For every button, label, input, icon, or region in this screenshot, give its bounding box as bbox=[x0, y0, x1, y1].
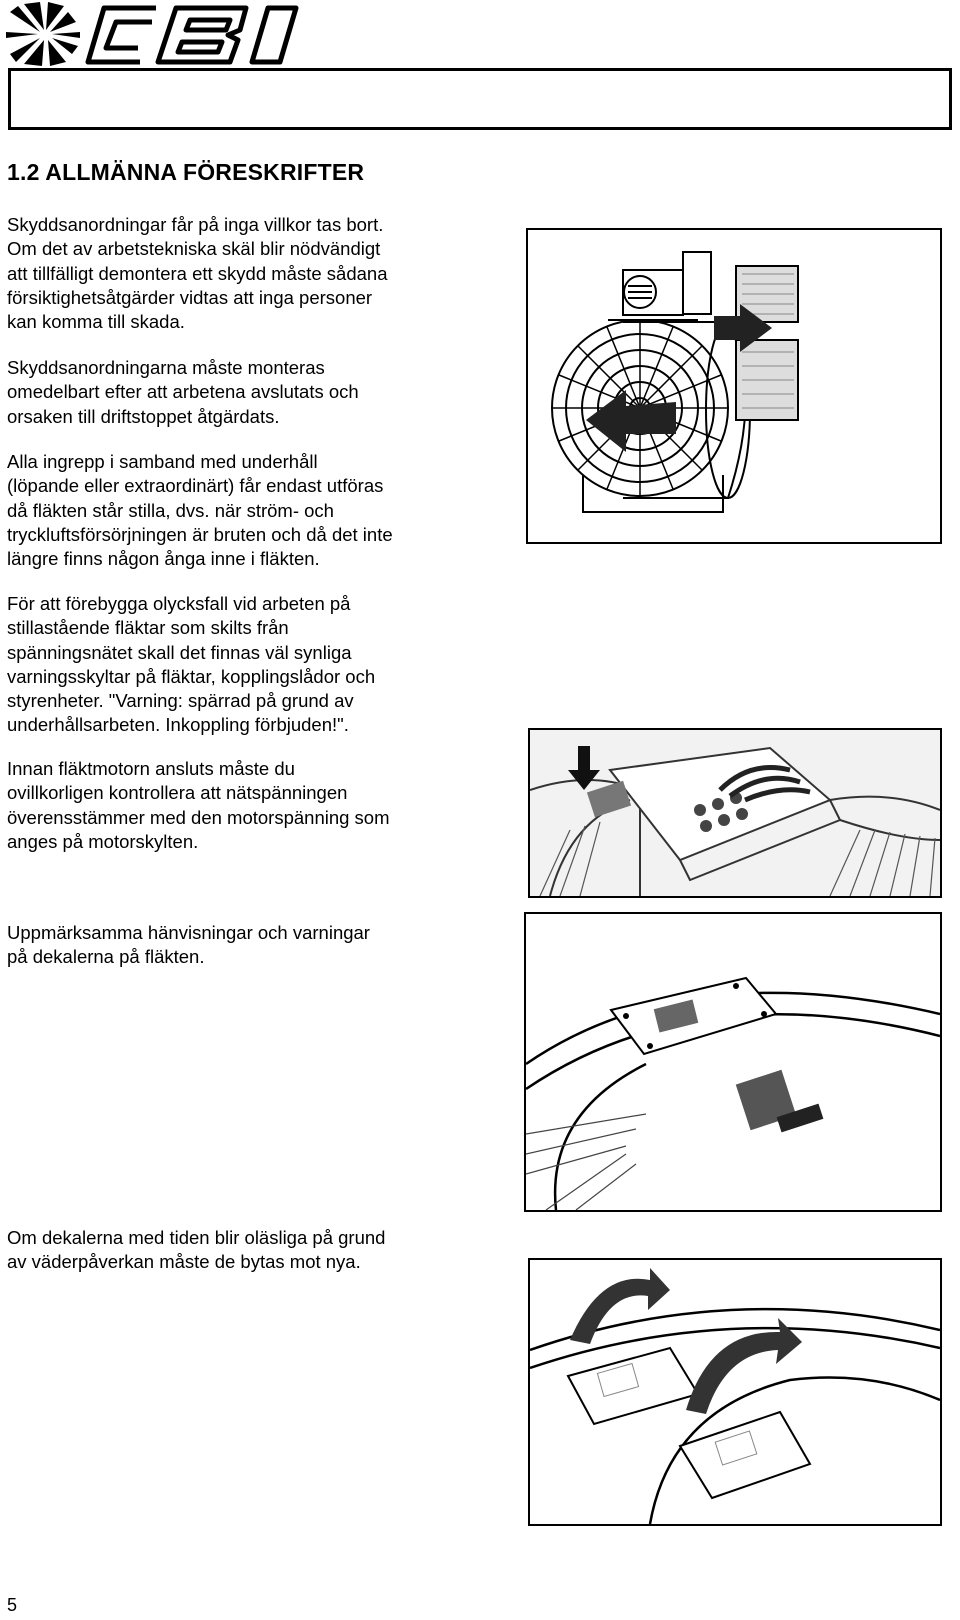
paragraph-motor-voltage: Innan fläktmotorn ansluts måste du ovillkorligen kontrollera att nätspänningen överensstämmer med den motorspänning som anges på motorskylten. bbox=[7, 758, 390, 852]
fan-decals-photo bbox=[524, 912, 942, 1212]
motor-terminal-box-photo bbox=[528, 728, 942, 898]
paragraph-decal-replacement: Om dekalerna med tiden blir oläsliga på grund av väderpåverkan måste de bytas mot nya. bbox=[7, 1227, 386, 1273]
page-header bbox=[0, 0, 960, 140]
decal-replacement-photo bbox=[528, 1258, 942, 1526]
paragraph-safety-guards: Skyddsanordningar får på inga villkor tas bort. Om det av arbetstekniska skäl blir nödvändigt att tillfälligt demontera ett skydd måste sådana försiktighetsåtgärder vidtas att inga personer kan komma till skada. bbox=[7, 214, 388, 333]
page-number: 5 bbox=[7, 1595, 18, 1615]
paragraph-warning-signs: För att förebygga olycksfall vid arbeten på stillastående fläktar som skilts från spänningsnätet skall det finnas väl synliga varningsskyltar på fläktar, kopplingslådor och styrenheter. "Varning: spärrad på grund av underhållsarbeten. Inkoppling förbjuden!". bbox=[7, 593, 376, 736]
paragraph-decals: Uppmärksamma hänvisningar och varningar på dekalerna på fläkten. bbox=[7, 922, 370, 968]
fan-guard-illustration bbox=[526, 228, 942, 544]
header-box bbox=[8, 68, 952, 130]
cbi-logo bbox=[6, 2, 316, 66]
paragraph-maintenance: Alla ingrepp i samband med underhåll (löpande eller extraordinärt) får endast utföras då fläkten står stilla, dvs. när ström- och tryckluftsförsörjningen är bruten och då det inte längre finns någon ånga inne i fläkten. bbox=[7, 451, 393, 570]
paragraph-guard-remount: Skyddsanordningarna måste monteras omedelbart efter att arbetena avslutats och orsaken till driftstoppet åtgärdats. bbox=[7, 357, 359, 427]
section-title: 1.2 ALLMÄNNA FÖRESKRIFTER bbox=[7, 159, 365, 185]
